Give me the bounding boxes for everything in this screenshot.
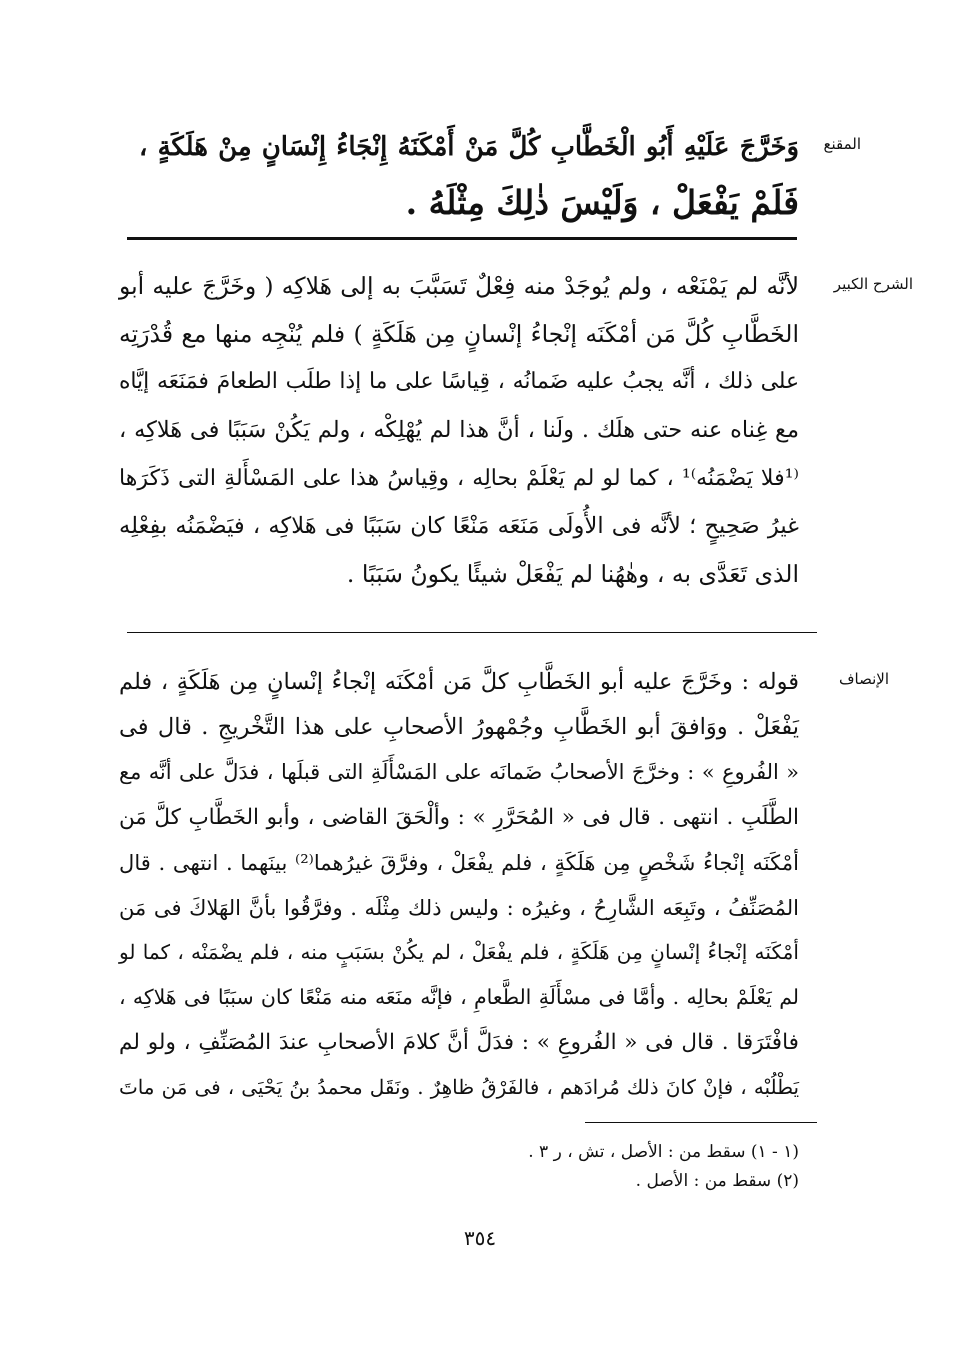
muqni-text bbox=[139, 120, 799, 230]
insaf-line: يَطْلُبْه ، فإنْ كانَ ذلك مُرادَهم ، فالفَرْقُ ظاهِرٌ . ونَقَل محمدُ بنُ يَحْيَى ، فى مَن ماتَ bbox=[119, 1076, 799, 1099]
sharh-line: الخَطَّابِ كُلَّ مَن أمْكَنَه إنْجاءُ إنْسانٍ مِن هَلَكَةٍ ) فلم يُنْجِه منها مع قُدْرَتِه bbox=[119, 320, 799, 348]
muqni-line: وَخَرَّجَ عَلَيْهِ أَبُو الْخَطَّابِ كُلَّ مَنْ أَمْكَنَهُ إِنْجَاءُ إِنْسَانٍ مِنْ هَلَكَةٍ ، bbox=[139, 132, 799, 162]
insaf-line: المُصَنِّفُ ، وتَبِعَه الشَّارِحُ ، وغيرُه : وليس ذلك مِثْلَه . وفرَّقُوا بأنَّ الهَلاكَ فى مَن bbox=[119, 895, 799, 920]
insaf-text bbox=[119, 660, 799, 1110]
footnote-divider bbox=[585, 1122, 817, 1123]
insaf-line: يَفْعَلْ . ووَافقَ أبو الخَطَّابِ وجُمْهورُ الأصحابِ على هذا التَّخْريجِ . قال فى bbox=[119, 714, 799, 740]
section-label-sharh: الشرح الكبير bbox=[833, 275, 913, 293]
footnotes bbox=[399, 1138, 799, 1196]
footnote-item: (١ - ١) سقط من : الأصل ، تش ، ر ٣ . bbox=[528, 1142, 799, 1162]
sharh-line: غيرُ صَحِيحٍ ؛ لأنَّه فى الأُولَى مَنَعَه مَنْعًا كان سَبَبًا فى هَلاكِه ، فيَضْمَنُه بفِعْلِه bbox=[119, 513, 799, 539]
insaf-line: قوله : وخَرَّجَ عليه أبو الخَطَّابِ كلَّ مَن أمْكَنَه إنْجاءُ إنْسانٍ مِن هَلَكَةٍ ، فلم bbox=[119, 669, 799, 695]
sharh-text bbox=[119, 262, 799, 598]
sharh-line: لأنَّه لم يَمْنَعْه ، ولم يُوجَدْ منه فِعْلٌ تَسَبَّبَ به إلى هَلاكِه ( وخَرَّجَ عليه أبو bbox=[119, 272, 799, 300]
sharh-line: الذى تَعَدَّى به ، وهٰهُنا لم يَفْعَلْ شيئًا يكونُ سَبَبًا . bbox=[346, 560, 799, 588]
sharh-line: على ذلك ، أنَّه يجبُ عليه ضَمانُه ، قِياسًا على ما إذا طلَب الطعامَ فمَنَعَه إيَّاه bbox=[119, 369, 799, 394]
muqni-line: فَلَمْ يَفْعَلْ ، وَلَيْسَ ذٰلِكَ مِثْلَهُ . bbox=[405, 183, 799, 222]
section-label-muqni: المقنع bbox=[823, 135, 861, 153]
section-divider bbox=[127, 632, 817, 633]
insaf-line: أمْكَنَه إنْجاءُ إنْسانٍ مِن هَلَكَةٍ ، فلم يفْعَلْ ، لم يكُنْ بسَبَبٍ منه ، فلم يضْمَنْه ، كما لو bbox=[119, 940, 799, 964]
section-label-insaf: الإنصاف bbox=[838, 670, 889, 688]
insaf-line: الطَّلَبِ . انتهى . قال فى « المُحَرَّرِ » : وألْحَقَ القاضى ، وأبو الخَطَّابِ كلَّ مَن bbox=[119, 805, 799, 830]
insaf-line: أمْكَنَه إنْجاءُ شَخْصٍ مِن هَلَكَةٍ ، فلم يفْعَلْ ، وفرَّقَ غيرُهما⁽²⁾ بينَهما . انتهى . قال bbox=[119, 850, 799, 875]
insaf-line: فافْتَرَقا . قال فى « الفُروعِ » : فدَلَّ أنَّ كلامَ الأصحابِ عندَ المُصَنِّفِ ، ولو لم bbox=[119, 1030, 799, 1055]
insaf-line: « الفُروعِ » : وخرَّجَ الأصحابُ ضَمانَه على المَسْأَلَةِ التى قبلَها ، فدَلَّ على أنَّه مع bbox=[119, 760, 799, 784]
footnote-item: (٢) سقط من : الأصل . bbox=[635, 1171, 799, 1191]
page-number: ٣٥٤ bbox=[463, 1226, 497, 1250]
sharh-line: مع غِناه عنه حتى هلَك . ولَنا ، أنَّ هذا لم يُهْلِكْه ، ولم يَكُنْ سَبَبًا فى هَلاكِه ، bbox=[119, 417, 799, 443]
sharh-line: ⁽¹فلا يَضْمَنُه⁾¹ ، كما لو لم يَعْلَمْ بحالِه ، وقِياسُ هذا على المَسْأَلةِ التى ذَكَرَها bbox=[119, 465, 799, 491]
section-divider-thick bbox=[127, 237, 797, 240]
insaf-line: لم يَعْلَمْ بحالِه . وأمَّا فى مسْأَلَةِ الطَّعامِ ، فإنَّه منَعَه منه مَنْعًا كان سبَبًا فى هَلاكِه ، bbox=[119, 985, 799, 1009]
